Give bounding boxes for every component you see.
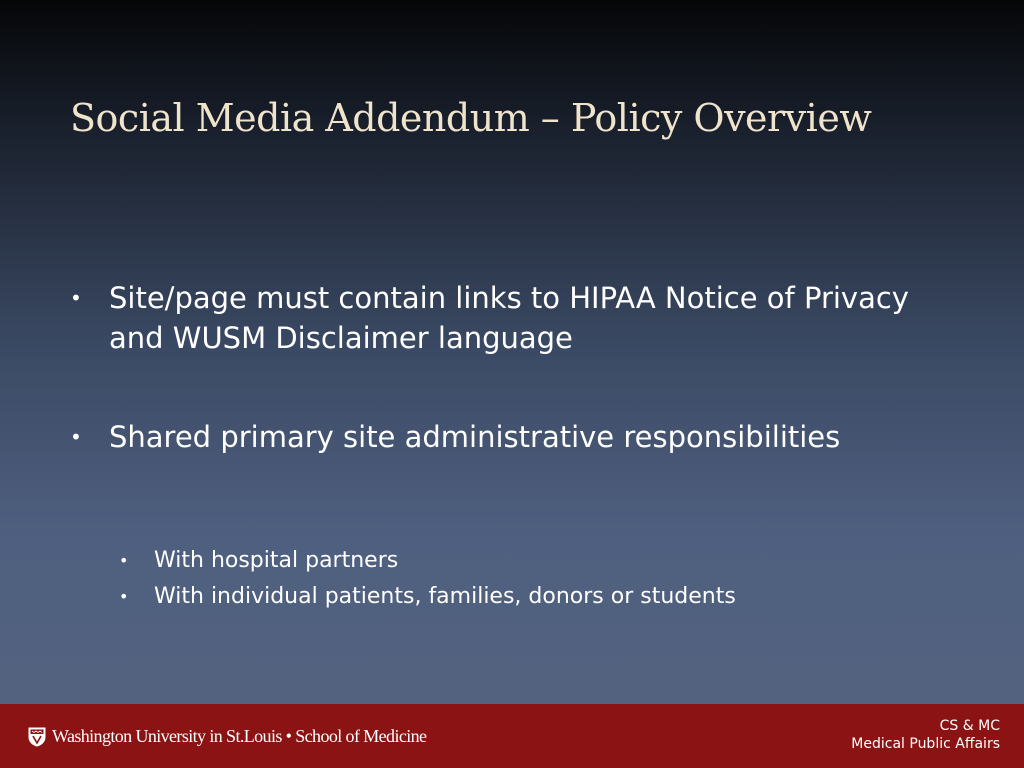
bullet-item bbox=[70, 417, 970, 457]
footer-line-2: Medical Public Affairs bbox=[851, 736, 1000, 752]
sub-bullet-marker: • bbox=[119, 587, 129, 606]
bullet-text: Site/page must contain links to HIPAA Notice of Privacy and WUSM Disclaimer language bbox=[109, 281, 909, 355]
sub-bullet-text: With hospital partners bbox=[154, 548, 399, 573]
sub-bullet-list bbox=[119, 543, 736, 615]
sub-bullet-marker: • bbox=[119, 551, 129, 570]
university-logo bbox=[28, 726, 426, 747]
footer-bar bbox=[0, 704, 1024, 768]
bullet-marker: • bbox=[70, 425, 82, 449]
sub-bullet-text: With individual patients, families, donors or students bbox=[154, 584, 736, 609]
bullet-list bbox=[70, 278, 970, 516]
footer-credits bbox=[851, 717, 1000, 753]
university-shield-icon bbox=[28, 727, 46, 747]
bullet-item bbox=[70, 278, 970, 358]
bullet-text: Shared primary site administrative responsibilities bbox=[109, 420, 841, 454]
bullet-marker: • bbox=[70, 286, 82, 310]
sub-bullet-item bbox=[119, 579, 736, 615]
logo-text: Washington University in St.Louis • School of Medicine bbox=[52, 726, 427, 746]
sub-bullet-item bbox=[119, 543, 736, 579]
slide-title: Social Media Addendum – Policy Overview bbox=[70, 96, 872, 140]
footer-line-1: CS & MC bbox=[939, 718, 1000, 734]
